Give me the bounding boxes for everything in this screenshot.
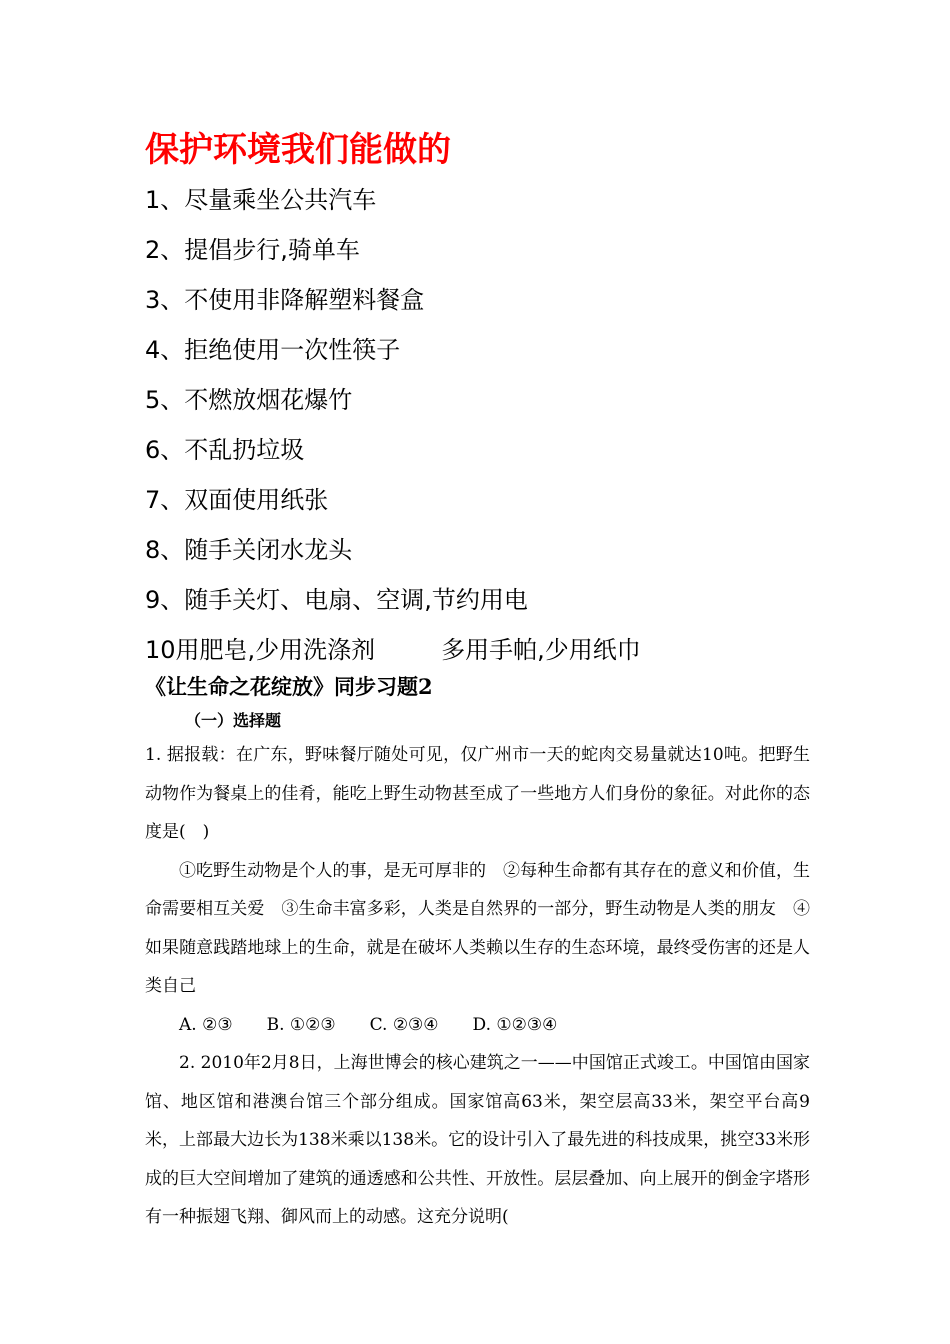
exercise-title: 《让生命之花绽放》同步习题2 [145,674,433,699]
list-item: 4、拒绝使用一次性筷子 [145,336,401,364]
list-item: 7、双面使用纸张 [145,486,329,514]
list-item: 8、随手关闭水龙头 [145,536,353,564]
option-c: C. ②③④ [369,1014,439,1035]
option-a: A. ②③ [179,1014,233,1035]
page-title: 保护环境我们能做的 [145,130,451,170]
tips-list [145,178,845,678]
question-body [145,736,810,1237]
question-1-options [145,1006,810,1045]
option-d: D. ①②③④ [472,1014,558,1035]
list-item: 5、不燃放烟花爆竹 [145,386,353,414]
tip10-part1: 10用肥皂,少用洗涤剂 [145,636,376,664]
list-item: 6、不乱扔垃圾 [145,436,305,464]
section-heading: （一）选择题 [185,711,282,730]
option-b: B. ①②③ [266,1014,336,1035]
tip10-part2: 多用手帕,少用纸巾 [441,636,641,664]
question-1-stem: 1. 据报载：在广东，野味餐厅随处可见，仅广州市一天的蛇肉交易量就达10吨。把野生动物作为餐桌上的佳肴，能吃上野生动物甚至成了一些地方人们身份的象征。对此你的态度是( ) [145,745,810,842]
list-item: 9、随手关灯、电扇、空调,节约用电 [145,586,528,614]
question-1-statements: ①吃野生动物是个人的事，是无可厚非的 ②每种生命都有其存在的意义和价值，生命需要相互关爱 ③生命丰富多彩，人类是自然界的一部分，野生动物是人类的朋友 ④如果随意践踏地球上的生命，就是在破坏人类赖以生存的生态环境，最终受伤害的还是人类自己 [145,860,810,996]
list-item: 1、尽量乘坐公共汽车 [145,186,377,214]
list-item: 3、不使用非降解塑料餐盒 [145,286,425,314]
list-item: 2、提倡步行,骑单车 [145,236,360,264]
question-2-stem: 2. 2010年2月8日，上海世博会的核心建筑之一——中国馆正式竣工。中国馆由国家馆、地区馆和港澳台馆三个部分组成。国家馆高63米，架空层高33米，架空平台高9米，上部最大边长为138米乘以138米。它的设计引入了最先进的科技成果，挑空33米形成的巨大空间增加了建筑的通透感和公共性、开放性。层层叠加、向上展开的倒金字塔形有一种振翅飞翔、御风而上的动感。这充分说明( [145,1053,810,1227]
